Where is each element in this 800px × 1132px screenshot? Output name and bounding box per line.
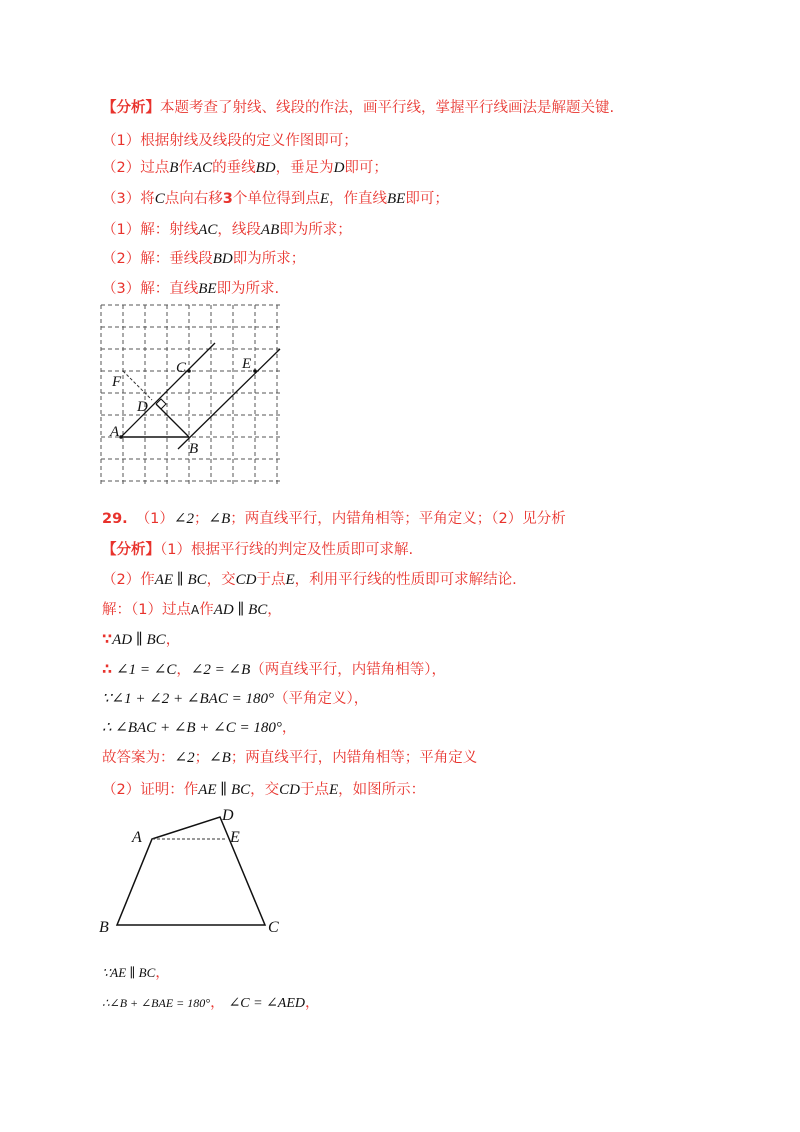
analysis-tag: 【分析】 — [102, 542, 160, 558]
math-term: AC — [192, 160, 213, 176]
step-text: （3）将 — [102, 191, 155, 207]
step-text: （2）作 — [102, 572, 155, 588]
segment-bd — [156, 404, 189, 437]
math-term: BE — [387, 191, 406, 207]
solution-line-3 — [102, 660, 446, 680]
math-term: E — [329, 782, 339, 798]
point-c — [187, 369, 191, 373]
math-term: ∠1 = ∠C — [116, 662, 177, 678]
step-text: 即可； — [405, 191, 449, 207]
step-6 — [102, 279, 279, 299]
label-d: D — [137, 399, 148, 415]
step-text: ，交 — [206, 572, 236, 588]
step-text: ， — [155, 965, 170, 981]
math-term: AB — [260, 222, 280, 238]
label-b: B — [99, 919, 109, 936]
step-text: ， — [165, 632, 181, 648]
analysis-text: （1）根据平行线的判定及性质即可求解. — [160, 542, 414, 558]
math-term: AE ∥ BC — [198, 782, 251, 798]
step-text: ；两直线平行，内错角相等；平角定义 — [230, 750, 478, 766]
math-term: E — [285, 572, 295, 588]
math-term: BD — [255, 160, 276, 176]
step-text: （3）解：直线 — [102, 281, 199, 297]
step-text: （2）过点 — [102, 160, 170, 176]
step-4 — [102, 220, 352, 240]
label-b: B — [189, 441, 199, 457]
step-text: （平角定义）， — [273, 691, 369, 707]
math-term: B — [169, 160, 179, 176]
analysis-tag: 【分析】 — [102, 100, 160, 116]
label-a: A — [132, 829, 142, 846]
step-text: ，作直线 — [329, 191, 388, 207]
step-text: ，垂足为 — [275, 160, 334, 176]
step-text: ，线段 — [217, 222, 261, 238]
math-term: E — [319, 191, 330, 207]
step-text: （两直线平行，内错角相等）， — [250, 662, 447, 678]
solution-line-7 — [102, 780, 425, 800]
math-term: AD ∥ BC — [213, 602, 268, 618]
step-text: ， — [281, 720, 297, 736]
answer-text: （1） — [135, 511, 174, 527]
analysis-2 — [102, 540, 413, 560]
answer-text: ； — [194, 511, 209, 527]
math-term: AC — [198, 222, 218, 238]
step-text: （2）证明：作 — [102, 782, 199, 798]
solution-line-1 — [102, 600, 282, 620]
step-text: 点向右移 — [164, 191, 223, 207]
math-term: ∵∠1 + ∠2 + ∠BAC = 180° — [102, 691, 274, 707]
step-2 — [102, 158, 388, 178]
step-text: 即为所求； — [279, 222, 352, 238]
ray-ac — [121, 343, 215, 437]
step-text: （1）解：射线 — [102, 222, 199, 238]
step-3 — [102, 189, 449, 209]
label-c: C — [268, 919, 279, 936]
math-term: ∠B — [208, 511, 231, 527]
point-a — [119, 435, 123, 439]
step-1 — [102, 131, 358, 151]
label-e: E — [242, 356, 252, 372]
math-term: ∠2 = ∠B — [190, 662, 251, 678]
step-text: ，利用平行线的性质即可求解结论. — [294, 572, 517, 588]
step-text: 的垂线 — [212, 160, 256, 176]
analysis-text: 本题考查了射线、线段的作法，画平行线，掌握平行线画法是解题关键. — [160, 100, 615, 116]
step-text: 作 — [178, 160, 193, 176]
step-text: 故答案为： — [102, 750, 175, 766]
math-term: D — [333, 160, 345, 176]
step-text: 作 — [199, 602, 214, 618]
step-text: 于点 — [300, 782, 329, 798]
grid-figure — [100, 304, 282, 486]
math-term: ∴ ∠BAC + ∠B + ∠C = 180° — [102, 720, 282, 736]
step-text: ， — [210, 995, 225, 1011]
tail-line-2 — [102, 993, 320, 1014]
label-a: A — [110, 424, 120, 440]
step-text: （2）解：垂线段 — [102, 251, 213, 267]
step-text: ， — [176, 662, 191, 678]
solution-line-2 — [102, 630, 180, 650]
label-f: F — [112, 374, 122, 390]
point-e — [253, 369, 257, 373]
math-term: A — [190, 603, 200, 617]
label-e: E — [230, 829, 240, 846]
label-c: C — [176, 360, 187, 376]
tail-line-1 — [102, 963, 170, 983]
math-term: CD — [279, 782, 300, 798]
step-text: ， — [267, 602, 282, 618]
math-term: ∠2 — [174, 750, 195, 766]
math-term: AE ∥ BC — [154, 572, 207, 588]
dashed-fd — [123, 371, 152, 400]
label-d: D — [222, 807, 234, 824]
step-text: 个单位得到点 — [232, 191, 320, 207]
answer-text: ；两直线平行，内错角相等；平角定义；（2）见分析 — [230, 511, 566, 527]
step-text: 即为所求. — [216, 281, 280, 297]
step-text: ， — [305, 995, 320, 1011]
step-5 — [102, 249, 305, 269]
grid-lines — [101, 305, 280, 484]
solution-line-5 — [102, 718, 296, 738]
analysis-1 — [102, 98, 614, 118]
because-symbol: ∵ — [102, 632, 113, 648]
math-term: ∠2 — [173, 511, 194, 527]
therefore-symbol: ∴ — [102, 662, 113, 678]
math-term: CD — [235, 572, 257, 588]
question-number: 29. — [102, 511, 128, 527]
math-term: BD — [212, 251, 233, 267]
math-term: BE — [198, 281, 217, 297]
solution-line-4 — [102, 689, 368, 709]
step-text: 于点 — [256, 572, 286, 588]
step-text: 即可； — [344, 160, 388, 176]
step-text: ，如图所示： — [338, 782, 426, 798]
math-term: C — [154, 191, 165, 207]
math-term: ∵AE ∥ BC — [102, 965, 156, 980]
step-text: 即为所求； — [232, 251, 306, 267]
step-text: ； — [194, 750, 210, 766]
analysis-2-line-2 — [102, 570, 517, 590]
q29-answer — [102, 509, 566, 529]
step-text: （1）根据射线及线段的定义作图即可； — [102, 133, 358, 149]
step-text: 解：（1）过点 — [102, 602, 191, 618]
math-term: ∠B — [209, 750, 231, 766]
trapezoid-figure — [95, 800, 295, 945]
math-term: AD ∥ BC — [112, 632, 166, 648]
step-number: 3 — [222, 191, 233, 207]
step-text: ，交 — [250, 782, 280, 798]
solution-line-6 — [102, 748, 477, 768]
math-term: ∠C = ∠AED — [228, 996, 306, 1011]
math-term: ∴∠B + ∠BAE = 180° — [102, 996, 211, 1010]
